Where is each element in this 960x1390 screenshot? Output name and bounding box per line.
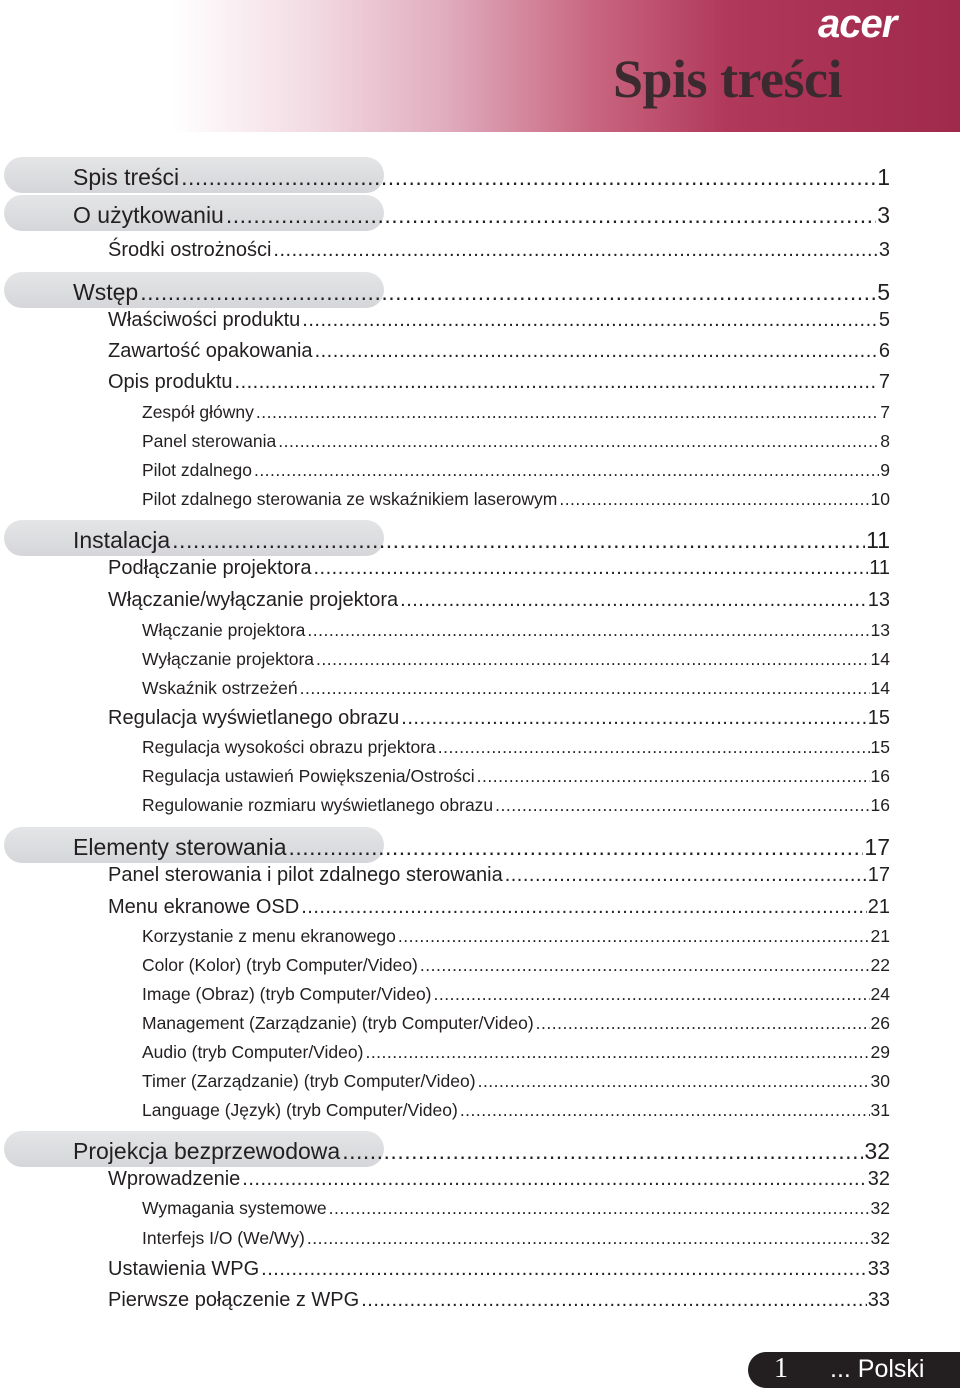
language-label: ... Polski — [830, 1355, 925, 1383]
toc-entry-page: 11 — [869, 557, 890, 579]
toc-entry-title: Wprowadzenie — [108, 1168, 241, 1190]
toc-entry-title: Regulacja ustawień Powiększenia/Ostrości — [142, 766, 475, 786]
dot-leader — [140, 279, 876, 306]
toc-entry[interactable] — [142, 460, 890, 481]
dot-leader — [181, 164, 876, 191]
toc-entry-title: Regulowanie rozmiaru wyświetlanego obrazu — [142, 795, 494, 815]
dot-leader — [172, 527, 865, 554]
dot-leader — [342, 1138, 863, 1165]
toc-entry-page: 5 — [878, 309, 890, 331]
toc-entry-page: 11 — [866, 527, 890, 553]
dot-leader — [235, 371, 878, 394]
dot-leader — [559, 489, 869, 510]
dot-leader — [420, 955, 870, 976]
toc-entry-page: 1 — [877, 164, 890, 190]
page-title: Spis treści — [612, 49, 842, 109]
toc-entry-title: Management (Zarządzanie) (tryb Computer/Video) — [142, 1013, 534, 1033]
toc-entry[interactable] — [108, 864, 890, 887]
toc-entry-title: Elementy sterowania — [73, 834, 287, 860]
toc-entry-title: Instalacja — [73, 527, 171, 553]
toc-entry-page: 24 — [870, 984, 890, 1004]
toc-entry-title: Podłączanie projektora — [108, 557, 312, 579]
toc-entry-title: Projekcja bezprzewodowa — [73, 1138, 341, 1164]
toc-entry-title: Panel sterowania — [142, 431, 277, 451]
toc-entry-page: 13 — [870, 620, 890, 640]
toc-entry[interactable] — [108, 589, 890, 612]
toc-entry-title: Wskaźnik ostrzeżeń — [142, 678, 298, 698]
toc-entry[interactable] — [108, 1258, 890, 1281]
dot-leader — [301, 896, 867, 919]
toc-entry[interactable] — [142, 926, 890, 947]
toc-entry[interactable] — [142, 1071, 890, 1092]
toc-entry-page: 32 — [870, 1198, 890, 1218]
toc-entry-page: 17 — [864, 834, 890, 860]
toc-entry-page: 29 — [870, 1042, 890, 1062]
toc-entry[interactable] — [108, 239, 890, 262]
toc-entry-page: 21 — [870, 926, 890, 946]
toc-entry-title: Pilot zdalnego sterowania ze wskaźnikiem laserowym — [142, 489, 558, 509]
dot-leader — [273, 239, 877, 262]
toc-entry[interactable] — [142, 678, 890, 699]
dot-leader — [307, 620, 869, 641]
toc-entry[interactable] — [142, 1228, 890, 1249]
toc-entry-page: 21 — [867, 896, 890, 918]
toc-entry-page: 7 — [878, 371, 890, 393]
toc-entry-page: 6 — [878, 340, 890, 362]
dot-leader — [226, 202, 876, 229]
toc-entry-title: Wymagania systemowe — [142, 1198, 327, 1218]
toc-entry[interactable] — [73, 1138, 890, 1165]
toc-entry-page: 32 — [870, 1228, 890, 1248]
acer-logo: acer — [818, 2, 897, 46]
toc-entry[interactable] — [73, 527, 890, 554]
dot-leader — [254, 460, 879, 481]
page-number: 1 — [774, 1353, 788, 1384]
toc-entry-title: Zespół główny — [142, 402, 254, 422]
toc-entry-page: 13 — [867, 589, 890, 611]
toc-entry-title: Środki ostrożności — [108, 239, 272, 261]
toc-entry-page: 17 — [867, 864, 890, 886]
dot-leader — [398, 926, 870, 947]
toc-entry-page: 14 — [870, 649, 890, 669]
toc-entry-title: Ustawienia WPG — [108, 1258, 260, 1280]
toc-entry[interactable] — [142, 766, 890, 787]
dot-leader — [478, 1071, 870, 1092]
toc-entry-title: Panel sterowania i pilot zdalnego sterowania — [108, 864, 503, 886]
dot-leader — [438, 737, 870, 758]
toc-entry-page: 26 — [870, 1013, 890, 1033]
toc-entry-page: 32 — [864, 1138, 890, 1164]
toc-entry[interactable] — [73, 202, 890, 229]
toc-entry-page: 30 — [870, 1071, 890, 1091]
toc-entry-page: 16 — [870, 766, 890, 786]
toc-entry-title: Wyłączanie projektora — [142, 649, 315, 669]
toc-entry-title: Wstęp — [73, 279, 139, 305]
toc-entry-page: 31 — [870, 1100, 890, 1120]
toc-entry-title: Włączanie/wyłączanie projektora — [108, 589, 399, 611]
toc-entry[interactable] — [108, 896, 890, 919]
dot-leader — [242, 1168, 866, 1191]
dot-leader — [401, 707, 866, 730]
toc-entry[interactable] — [142, 795, 890, 816]
dot-leader — [505, 864, 867, 887]
toc-entry-page: 5 — [877, 279, 890, 305]
toc-entry[interactable] — [108, 1168, 890, 1191]
toc-entry-title: Interfejs I/O (We/Wy) — [142, 1228, 305, 1248]
toc-entry-page: 3 — [878, 239, 890, 261]
toc-entry[interactable] — [142, 620, 890, 641]
toc-entry[interactable] — [142, 955, 890, 976]
toc-entry-title: Color (Kolor) (tryb Computer/Video) — [142, 955, 418, 975]
toc-entry-page: 33 — [867, 1289, 890, 1311]
toc-entry-page: 9 — [880, 460, 890, 480]
toc-entry-page: 7 — [880, 402, 890, 422]
toc-entry-page: 33 — [867, 1258, 890, 1280]
toc-entry-title: Opis produktu — [108, 371, 233, 393]
toc-entry-title: Zawartość opakowania — [108, 340, 313, 362]
toc-entry-page: 15 — [867, 707, 890, 729]
dot-leader — [365, 1042, 869, 1063]
dot-leader — [256, 402, 879, 423]
toc-entry[interactable] — [108, 340, 890, 363]
toc-entry-title: O użytkowaniu — [73, 202, 224, 228]
dot-leader — [302, 309, 878, 332]
toc-entry-title: Spis treści — [73, 164, 180, 190]
toc-entry[interactable] — [73, 834, 890, 861]
dot-leader — [313, 557, 868, 580]
toc-entry[interactable] — [142, 649, 890, 670]
toc-entry[interactable] — [142, 1042, 890, 1063]
toc-entry-title: Włączanie projektora — [142, 620, 306, 640]
toc-entry[interactable] — [142, 1198, 890, 1219]
dot-leader — [495, 795, 869, 816]
toc-entry[interactable] — [142, 1100, 890, 1121]
toc-entry-title: Timer (Zarządzanie) (tryb Computer/Video) — [142, 1071, 476, 1091]
toc-entry-title: Pierwsze połączenie z WPG — [108, 1289, 360, 1311]
dot-leader — [434, 984, 870, 1005]
toc-entry-title: Language (Język) (tryb Computer/Video) — [142, 1100, 458, 1120]
dot-leader — [315, 340, 878, 363]
toc-entry[interactable] — [73, 164, 890, 191]
toc-entry[interactable] — [142, 984, 890, 1005]
dot-leader — [400, 589, 867, 612]
dot-leader — [460, 1100, 870, 1121]
dot-leader — [289, 834, 864, 861]
toc-entry-page: 22 — [870, 955, 890, 975]
toc-entry[interactable] — [142, 737, 890, 758]
toc-entry-page: 15 — [870, 737, 890, 757]
toc-entry[interactable] — [108, 557, 890, 580]
toc-entry[interactable] — [108, 707, 890, 730]
toc-entry-title: Image (Obraz) (tryb Computer/Video) — [142, 984, 432, 1004]
toc-entry-page: 32 — [867, 1168, 890, 1190]
dot-leader — [329, 1198, 870, 1219]
toc-entry[interactable] — [108, 1289, 890, 1312]
toc-entry[interactable] — [108, 309, 890, 332]
toc-entry[interactable] — [142, 431, 890, 452]
toc-entry-page: 3 — [877, 202, 890, 228]
toc-entry-title: Korzystanie z menu ekranowego — [142, 926, 396, 946]
dot-leader — [477, 766, 870, 787]
toc-entry-title: Regulacja wysokości obrazu prjektora — [142, 737, 436, 757]
toc-entry-page: 16 — [870, 795, 890, 815]
toc-entry-page: 10 — [870, 489, 890, 509]
dot-leader — [316, 649, 870, 670]
toc-entry-title: Audio (tryb Computer/Video) — [142, 1042, 364, 1062]
toc-entry[interactable] — [73, 279, 890, 306]
toc-entry-title: Pilot zdalnego — [142, 460, 252, 480]
dot-leader — [361, 1289, 867, 1312]
toc-entry-page: 8 — [880, 431, 890, 451]
dot-leader — [307, 1228, 870, 1249]
dot-leader — [261, 1258, 867, 1281]
toc-entry-title: Regulacja wyświetlanego obrazu — [108, 707, 400, 729]
toc-entry-title: Właściwości produktu — [108, 309, 301, 331]
dot-leader — [300, 678, 870, 699]
toc-entry[interactable] — [108, 371, 890, 394]
toc-entry[interactable] — [142, 489, 890, 510]
footer-tab — [748, 1352, 960, 1388]
toc-entry[interactable] — [142, 402, 890, 423]
toc-entry[interactable] — [142, 1013, 890, 1034]
dot-leader — [278, 431, 879, 452]
toc-entry-page: 14 — [870, 678, 890, 698]
toc-entry-title: Menu ekranowe OSD — [108, 896, 300, 918]
dot-leader — [536, 1013, 870, 1034]
